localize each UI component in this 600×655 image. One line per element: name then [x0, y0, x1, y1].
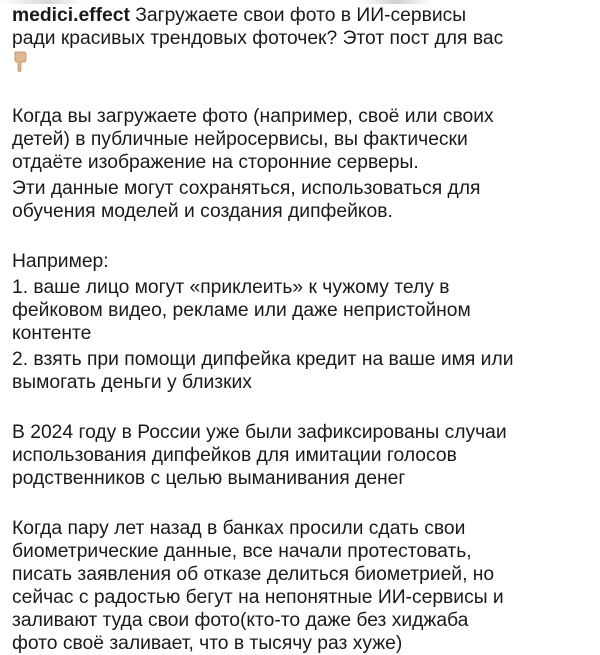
caption-line: Когда пару лет назад в банках просили сдать свои [12, 518, 466, 539]
caption-line: вымогать деньги у близких [12, 372, 252, 393]
caption-line: 2. взять при помощи дипфейка кредит на ваше имя или [12, 349, 514, 370]
post-caption [12, 4, 597, 655]
caption-line: Например: [12, 251, 109, 272]
caption-intro-line: ради красивых трендовых фоточек? Этот пост для вас [12, 28, 504, 49]
caption-first-line [12, 4, 597, 27]
caption-intro-line: Загружаете свои фото в ИИ-сервисы [135, 5, 467, 26]
caption-line: родственников с целью выманивания денег [12, 468, 406, 489]
caption-line: В 2024 году в России уже были зафиксированы случаи [12, 422, 507, 443]
caption-line: детей) в публичные нейросервисы, вы фактически [12, 129, 468, 150]
caption-line: биометрические данные, все начали протестовать, [12, 541, 472, 562]
caption-paragraph [12, 105, 597, 223]
caption-line: контенте [12, 323, 92, 344]
caption-line: использования дипфейков для имитации голосов [12, 445, 457, 466]
paragraph-block [12, 250, 597, 273]
paragraph-block [12, 421, 597, 490]
caption-paragraph [12, 250, 597, 394]
paragraph-block [12, 276, 597, 345]
paragraph-block [12, 517, 597, 655]
caption-line: обучения моделей и создания дипфейков. [12, 201, 393, 222]
paragraph-block [12, 177, 597, 223]
caption-paragraph [12, 421, 597, 490]
caption-line: отдаёте изображение на сторонние серверы. [12, 152, 419, 173]
caption-line: 1. ваше лицо могут «приклеить» к чужому телу в [12, 277, 450, 298]
caption-line: Эти данные могут сохраняться, использоваться для [12, 178, 481, 199]
paragraph-block [12, 105, 597, 174]
paragraph-block [12, 348, 597, 394]
pointing-down-hand-icon [12, 50, 28, 72]
caption-line: фото своё заливает, что в тысячу раз хуже) [12, 633, 403, 654]
caption-line: заливают туда свои фото(кто-то даже без хиджаба [12, 610, 469, 631]
caption-line: фейковом видео, рекламе или даже непристойном [12, 300, 471, 321]
caption-line: Когда вы загружаете фото (например, своё или своих [12, 106, 494, 127]
caption-line: сейчас с радостью бегут на непонятные ИИ-сервисы и [12, 587, 504, 608]
username-link[interactable]: medici.effect [12, 5, 130, 26]
caption-paragraph [12, 517, 597, 655]
caption-line: писать заявления об отказе делиться биометрией, но [12, 564, 495, 585]
